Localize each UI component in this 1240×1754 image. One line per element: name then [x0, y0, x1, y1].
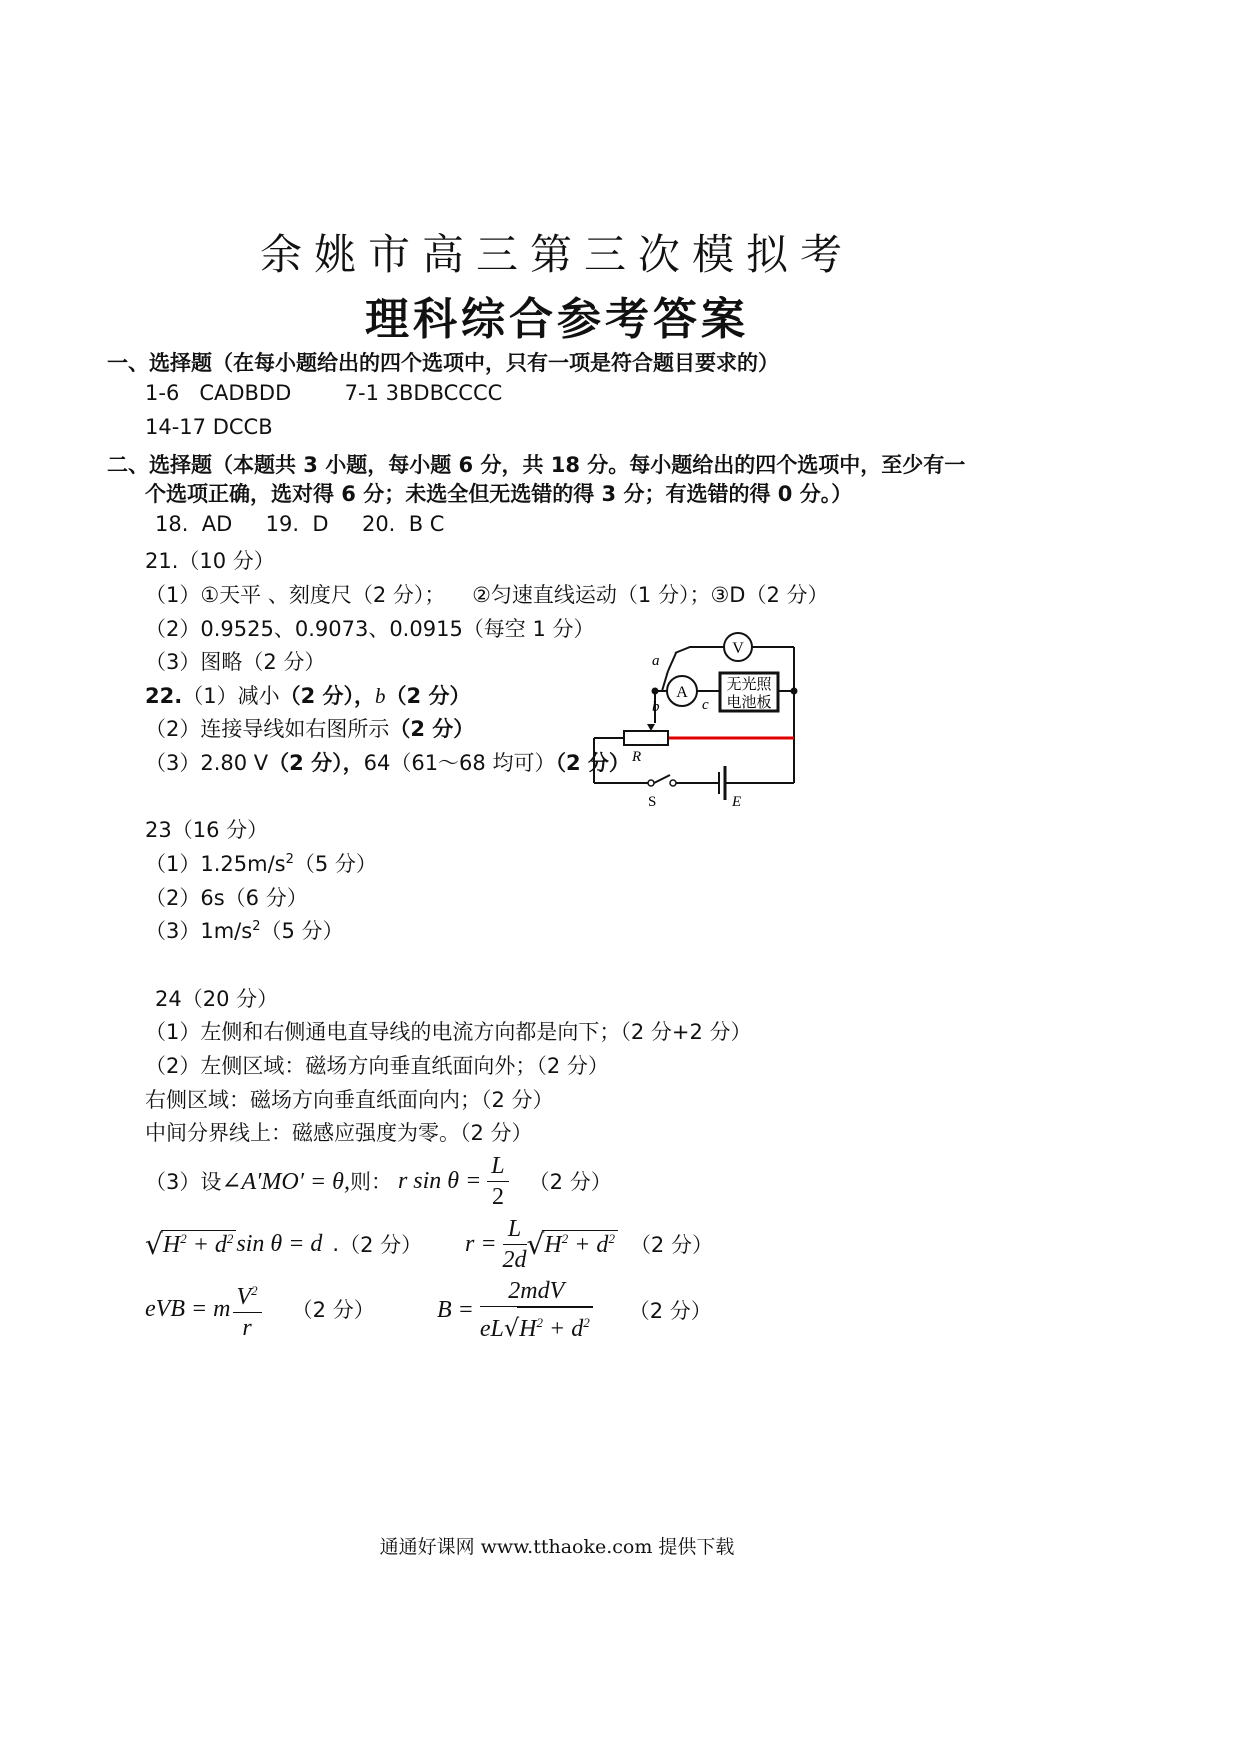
- page-subtitle: 理科综合参考答案: [365, 294, 749, 345]
- frac-den: 2: [491, 1183, 504, 1210]
- q22-l1-score: （2 分），: [279, 684, 376, 708]
- eq2-d: + d: [186, 1231, 227, 1258]
- q24-eq5-lhs: B =: [437, 1296, 474, 1323]
- eq5-radicand: [517, 1307, 593, 1344]
- eq3-num: L: [503, 1214, 527, 1245]
- q22-l1-b: b: [375, 684, 386, 708]
- frac-num: L: [487, 1151, 508, 1182]
- q24-eq4-frac: [233, 1276, 262, 1343]
- q24-eq3-frac: [503, 1214, 527, 1275]
- q23-l1-score: （5 分）: [293, 852, 377, 876]
- eq3-sup2: 2: [608, 1230, 615, 1246]
- q24-line2: （2）左侧区域：磁场方向垂直纸面向外；（2 分）: [145, 1054, 609, 1078]
- sqrt-sign: √: [145, 1227, 163, 1261]
- q23-line2: （2）6s（6 分）: [145, 886, 308, 910]
- q24-eq1-then: 则：: [349, 1170, 392, 1194]
- eq5-num: 2mdV: [480, 1276, 593, 1307]
- q24-eq4: [145, 1276, 375, 1342]
- q23-l3-sup: 2: [252, 919, 261, 934]
- q24-eq2-score: （2 分）: [339, 1233, 423, 1257]
- q24-eq1: [145, 1150, 612, 1212]
- q23-l3-text: （3）1m/s: [145, 919, 253, 943]
- q22-l2-text: （2）连接导线如右图所示: [145, 717, 390, 741]
- eq5-den: [480, 1307, 593, 1344]
- label-a: a: [652, 653, 660, 669]
- q24-eq2-rest: sin θ = d: [236, 1230, 323, 1257]
- q22-l1-score2: （2 分）: [385, 684, 471, 708]
- voltmeter-label: V: [732, 640, 744, 657]
- eq5-d: + d: [543, 1316, 584, 1342]
- section2-answers: 18. AD 19. D 20. B C: [155, 512, 445, 536]
- eq2-sup1: 2: [180, 1230, 187, 1246]
- q24-eq3-radicand: [542, 1230, 618, 1259]
- q24-line1: （1）左侧和右侧通电直导线的电流方向都是向下；（2 分+2 分）: [145, 1020, 752, 1044]
- panel-line2: 电池板: [726, 693, 772, 711]
- q24-eq3: [465, 1210, 713, 1278]
- label-R: R: [632, 749, 642, 765]
- eq5-H: H: [519, 1316, 537, 1342]
- q21-line1: （1）①天平 、刻度尺（2 分）； ②匀速直线运动（1 分）；③D（2 分）: [145, 583, 829, 607]
- eq5-sup1: 2: [536, 1315, 543, 1330]
- q22-l3-text2: 64（61～68 均可）: [363, 751, 556, 775]
- eq2-H: H: [162, 1231, 181, 1258]
- label-E: E: [732, 794, 742, 810]
- q23-line1: [145, 848, 377, 878]
- q23-l1-sup: 2: [285, 852, 294, 867]
- q22-l1-text: （1）减小: [182, 684, 280, 708]
- resistor: [624, 731, 668, 745]
- eq3-H: H: [544, 1231, 562, 1258]
- q21-line2: （2）0.9525、0.9073、0.0915（每空 1 分）: [145, 617, 595, 641]
- label-c: c: [702, 697, 709, 713]
- q21-line3: （3）图略（2 分）: [145, 650, 326, 674]
- section2-heading-2: 个选项正确，选对得 6 分；未选全但无选错的得 3 分；有选错的得 0 分。）: [145, 482, 853, 506]
- q22-number: 22.: [145, 684, 183, 708]
- section2-heading-1: 二、选择题（本题共 3 小题，每小题 6 分，共 18 分。每小题给出的四个选项中，至少有一: [107, 453, 966, 477]
- q24-line4: 中间分界线上：磁感应强度为零。（2 分）: [145, 1121, 533, 1145]
- q24-eq1-score: （2 分）: [528, 1170, 612, 1194]
- label-b: b: [652, 699, 660, 715]
- section1-heading: 一、选择题（在每小题给出的四个选项中，只有一项是符合题目要求的）: [107, 351, 779, 375]
- q22-l3-score2: （2 分）: [555, 751, 630, 775]
- section1-answers-1: 1-6 CADBDD 7-1 3BDBCCCC: [145, 381, 503, 405]
- q24-eq4-lhs: eVB = m: [145, 1295, 231, 1322]
- eq5-eL: eL: [479, 1316, 504, 1342]
- q24-eq5: [437, 1274, 712, 1346]
- q22-line2: [145, 713, 474, 743]
- circuit-diagram: [580, 625, 820, 815]
- eq3-den: 2d: [502, 1246, 527, 1273]
- panel-line1: 无光照: [726, 675, 772, 693]
- page-title: 余姚市高三第三次模拟考: [259, 230, 854, 279]
- q24-eq3-score: （2 分）: [629, 1233, 713, 1257]
- q24-eq2-radicand: [161, 1230, 237, 1259]
- q21-head: 21.（10 分）: [145, 549, 275, 573]
- q24-eq1-frac: [487, 1151, 508, 1212]
- eq3-sup1: 2: [561, 1230, 569, 1246]
- q24-eq4-score: （2 分）: [291, 1298, 375, 1322]
- eq3-d: + d: [568, 1231, 609, 1258]
- eq5-sup2: 2: [583, 1315, 590, 1330]
- q23-line3: [145, 915, 344, 945]
- q22-line3: [145, 747, 630, 777]
- eq4-sup: 2: [251, 1282, 258, 1298]
- eq2-sup2: 2: [226, 1230, 234, 1246]
- q24-line3: 右侧区域：磁场方向垂直纸面向内；（2 分）: [145, 1088, 554, 1112]
- ammeter-label: A: [676, 684, 688, 701]
- sqrt-sign-2: √: [526, 1227, 545, 1261]
- q24-eq1-lhs: r sin θ =: [397, 1167, 482, 1194]
- q24-eq3-lhs: r =: [465, 1230, 497, 1257]
- q23-head: 23（16 分）: [145, 818, 269, 842]
- q22-l3-score: （2 分），: [268, 751, 364, 775]
- q22-l2-score: （2 分）: [389, 717, 475, 741]
- eq4-num: [233, 1276, 262, 1313]
- q24-eq2-dot: .: [332, 1232, 340, 1256]
- sqrt-sign-3: √: [503, 1314, 520, 1342]
- q22-l3-text: （3）2.80 V: [145, 751, 269, 775]
- label-S: S: [648, 794, 657, 810]
- eq4-V: V: [236, 1283, 252, 1310]
- q24-eq5-frac: [480, 1276, 593, 1344]
- q24-eq1-prefix: （3）设: [145, 1170, 222, 1194]
- q24-head: 24（20 分）: [155, 987, 279, 1011]
- q22-line1: [145, 680, 470, 710]
- section1-answers-2: 14-17 DCCB: [145, 415, 273, 439]
- eq4-den: r: [242, 1314, 252, 1341]
- footer: 通通好课网 www.tthaoke.com 提供下载: [379, 1536, 735, 1558]
- q24-eq2: [145, 1218, 422, 1270]
- q23-l1-text: （1）1.25m/s: [145, 852, 286, 876]
- q24-eq1-angle: ∠A′MO′ = θ,: [221, 1168, 350, 1195]
- q24-eq5-score: （2 分）: [628, 1299, 712, 1323]
- q23-l3-score: （5 分）: [260, 919, 344, 943]
